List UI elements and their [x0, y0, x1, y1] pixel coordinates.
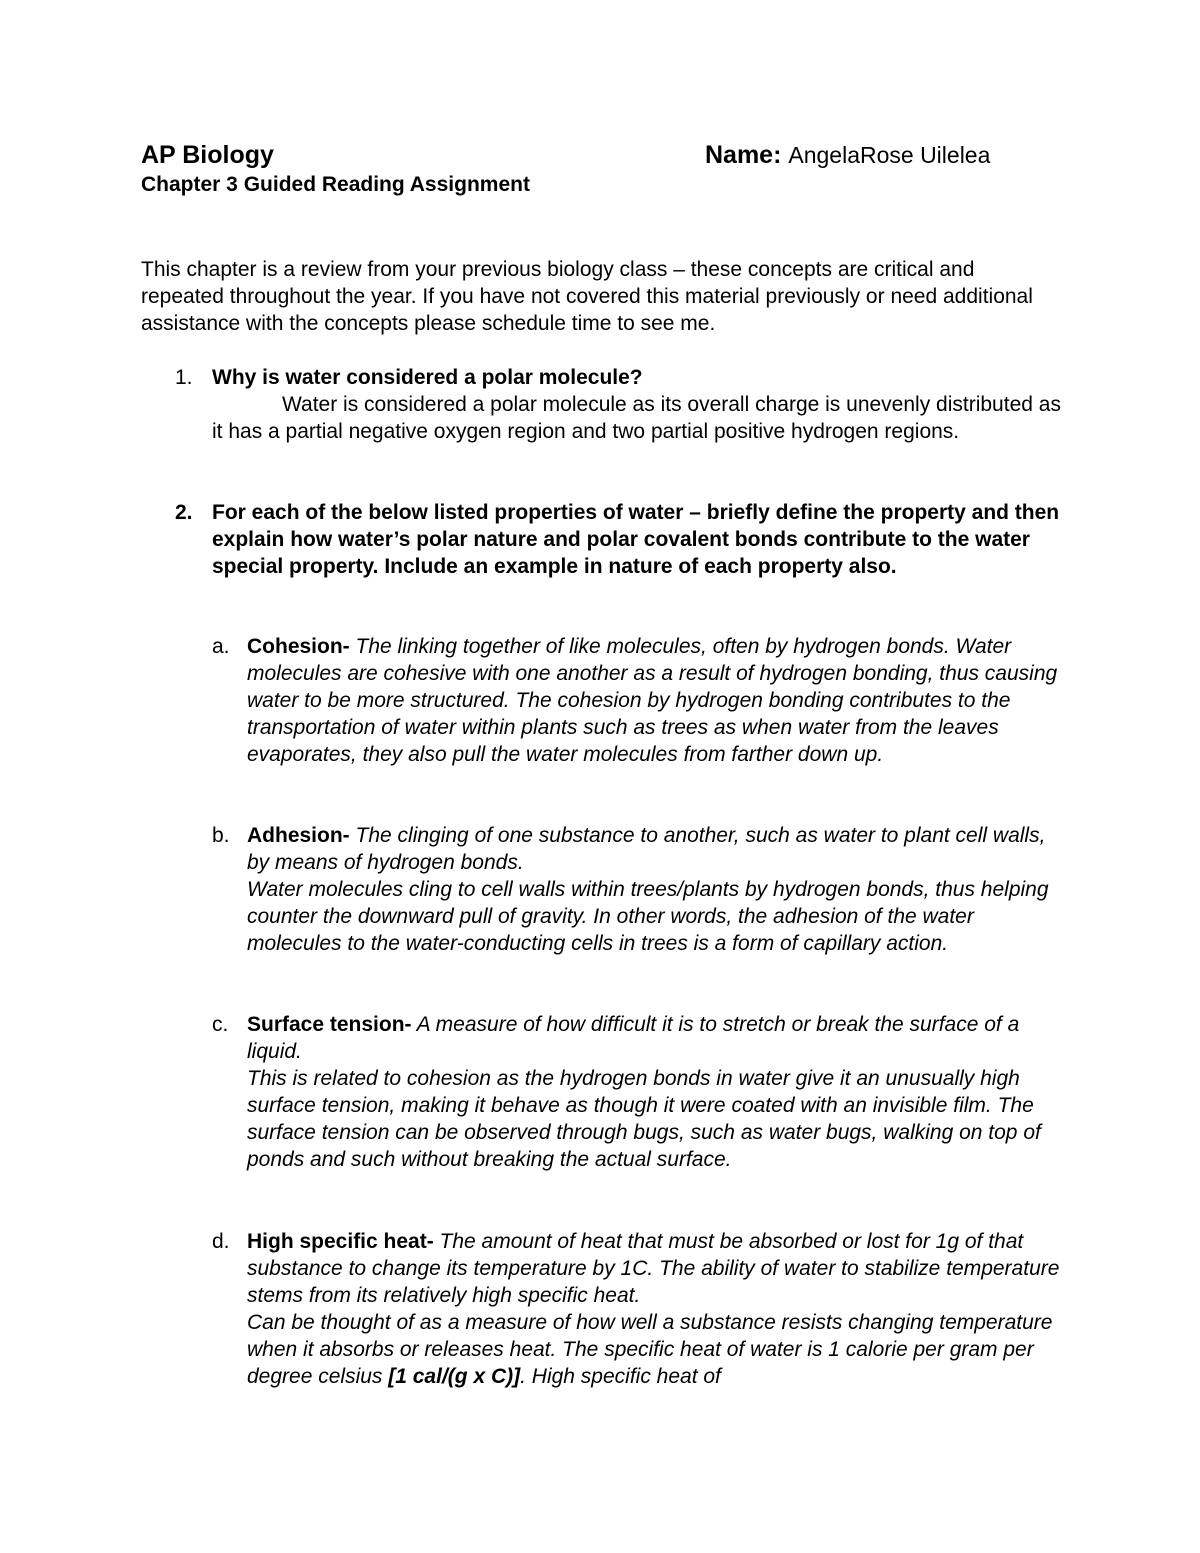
item-letter: d. [212, 1230, 230, 1253]
name-value: AngelaRose Uilelea [788, 142, 991, 168]
property-definition: The clinging of one substance to another, such as water to plant cell walls, by means of hydrogen bonds. [247, 824, 1046, 874]
explanation-continued: . High specific heat of [520, 1365, 721, 1388]
question-1 [175, 364, 1072, 445]
question-text: Why is water considered a polar molecule? [212, 366, 643, 389]
specific-heat-formula: [1 cal/(g x C)] [388, 1365, 521, 1388]
question-number: 1. [175, 366, 193, 389]
property-definition: A measure of how difficult it is to stretch or break the surface of a liquid. [247, 1013, 1020, 1063]
intro-paragraph: This chapter is a review from your previous biology class – these concepts are critical and repeated throughout the year. If you have not covered this material previously or need additional assistance with the concepts please schedule time to see me. [141, 258, 1033, 335]
property-term: High specific heat- [247, 1230, 434, 1253]
property-explanation [247, 1309, 1062, 1390]
property-adhesion [212, 822, 1062, 957]
question-2 [175, 499, 1072, 580]
property-term: Cohesion- [247, 635, 350, 658]
property-surface-tension [212, 1011, 1062, 1173]
property-definition: The amount of heat that must be absorbed or lost for 1g of that substance to change its temperature by 1C. The ability of water to stabilize temperature stems from its relatively high specific heat. [247, 1230, 1060, 1307]
property-cohesion [212, 633, 1062, 768]
question-number: 2. [175, 501, 193, 524]
property-term: Surface tension- [247, 1013, 412, 1036]
assignment-subtitle: Chapter 3 Guided Reading Assignment [141, 173, 530, 196]
property-explanation: Water molecules cling to cell walls within trees/plants by hydrogen bonds, thus helping counter the downward pull of gravity. In other words, the adhesion of the water molecules to the water-conducting cells in trees is a form of capillary action. [247, 878, 1049, 955]
explanation-text: Can be thought of as a measure of how well a substance resists changing temperature when it absorbs or releases heat. The specific heat of water is 1 calorie per gram per degree celsius [247, 1311, 1053, 1388]
answer-text [212, 391, 1072, 445]
question-text: For each of the below listed properties of water – briefly define the property and then explain how water’s polar nature and polar covalent bonds contribute to the water special property. Include an example in nature of each property also. [212, 501, 1060, 578]
property-high-specific-heat [212, 1228, 1062, 1390]
item-letter: a. [212, 635, 230, 658]
student-name [705, 141, 990, 170]
item-letter: b. [212, 824, 230, 847]
page-title: AP Biology [141, 141, 274, 169]
property-term: Adhesion- [247, 824, 350, 847]
property-explanation: This is related to cohesion as the hydrogen bonds in water give it an unusually high surface tension, making it behave as though it were coated with an invisible film. The surface tension can be observed through bugs, such as water bugs, walking on top of ponds and such without breaking the actual surface. [247, 1067, 1041, 1171]
name-label: Name: [705, 141, 782, 169]
property-definition: The linking together of like molecules, often by hydrogen bonds. Water molecules are cohesive with one another as a result of hydrogen bonding, thus causing water to be more structured. The cohesion by hydrogen bonding contributes to the transportation of water within plants such as trees as when water from the leaves evaporates, they also pull the water molecules from farther down up. [247, 635, 1058, 766]
item-letter: c. [212, 1013, 229, 1036]
answer-content: Water is considered a polar molecule as its overall charge is unevenly distributed as it has a partial negative oxygen region and two partial positive hydrogen regions. [212, 393, 1061, 443]
